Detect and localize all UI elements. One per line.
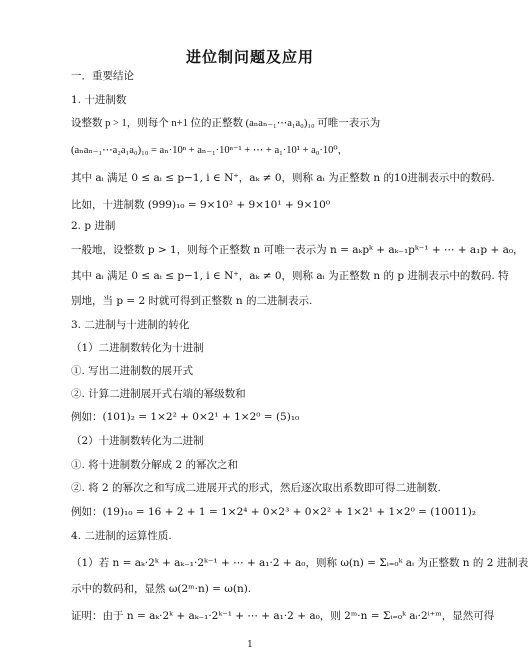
text-line: ②. 将 2 的幂次之和写成二进展开式的形式，然后逐次取出系数即可得二进制数. — [71, 482, 441, 494]
subsection-heading: 2. p 进制 — [71, 220, 116, 232]
text-line: 一般地，设整数 p > 1，则每个正整数 n 可唯一表示为 n = aₖpᵏ + aₖ₋₁pᵏ⁻¹ + ⋯ + a₁p + a₀， — [71, 244, 524, 256]
page-number: 1 — [247, 640, 253, 650]
text-line: ①. 将十进制数分解成 2 的幂次之和 — [71, 459, 239, 471]
subsection-heading: 4. 二进制的运算性质. — [71, 530, 172, 542]
subsection-heading: 1. 十进制数 — [71, 94, 127, 106]
formula-line: (aₙaₙ₋₁⋯a₂a₁a₀)₁₀ = aₙ·10ⁿ + aₙ₋₁·10ⁿ⁻¹ + ⋯ + a₁·10¹ + a₀·10⁰， — [71, 145, 349, 156]
text-line: 其中 aᵢ 满足 0 ≤ aᵢ ≤ p−1, i ∈ N⁺，aₖ ≠ 0，则称 aᵢ 为正整数 n 的 p 进制表示中的数码. 特 — [71, 270, 509, 282]
text-line: 设整数 p > 1，则每个 n+1 位的正整数 (aₙaₙ₋₁⋯a₁a₀)₁₀ 可唯一表示为 — [71, 118, 381, 129]
subsection-heading: 3. 二进制与十进制的转化 — [71, 319, 190, 331]
text-line: 别地，当 p = 2 时就可得到正整数 n 的二进制表示. — [71, 295, 313, 307]
text-line: ①. 写出二进制数的展开式 — [71, 365, 194, 377]
text-line: ②. 计算二进制展开式右端的幂级数和 — [71, 388, 246, 400]
text-line: （1）二进制数转化为十进制 — [71, 342, 204, 354]
text-line: 证明：由于 n = aₖ·2ᵏ + aₖ₋₁·2ᵏ⁻¹ + ⋯ + a₁·2 + a₀，则 2ᵐ·n = Σᵢ₌₀ᵏ aᵢ·2ⁱ⁺ᵐ，显然可得 — [71, 610, 495, 622]
example-line: 例如：(19)₁₀ = 16 + 2 + 1 = 1×2⁴ + 0×2³ + 0×2² + 1×2¹ + 1×2⁰ = (10011)₂ — [71, 506, 477, 518]
text-line: 示中的数码和，显然 ω(2ᵐ·n) = ω(n). — [71, 583, 252, 595]
text-line: （1）若 n = aₖ·2ᵏ + aₖ₋₁·2ᵏ⁻¹ + ⋯ + a₁·2 + a₀，则称 ω(n) = Σᵢ₌₀ᵏ aᵢ 为正整数 n 的 2 进制表 — [71, 557, 528, 569]
example-line: 例如：(101)₂ = 1×2² + 0×2¹ + 1×2⁰ = (5)₁₀ — [71, 411, 300, 423]
text-line: 其中 aᵢ 满足 0 ≤ aᵢ ≤ p−1, i ∈ N⁺，aₖ ≠ 0，则称 aᵢ 为正整数 n 的10进制表示中的数码. — [71, 172, 495, 184]
page-title: 进位制问题及应用 — [185, 48, 314, 66]
text-line: （2）十进制数转化为二进制 — [71, 435, 204, 447]
section-heading: 一．重要结论 — [71, 70, 134, 82]
example-line: 比如，十进制数 (999)₁₀ = 9×10² + 9×10¹ + 9×10⁰ — [71, 199, 331, 211]
